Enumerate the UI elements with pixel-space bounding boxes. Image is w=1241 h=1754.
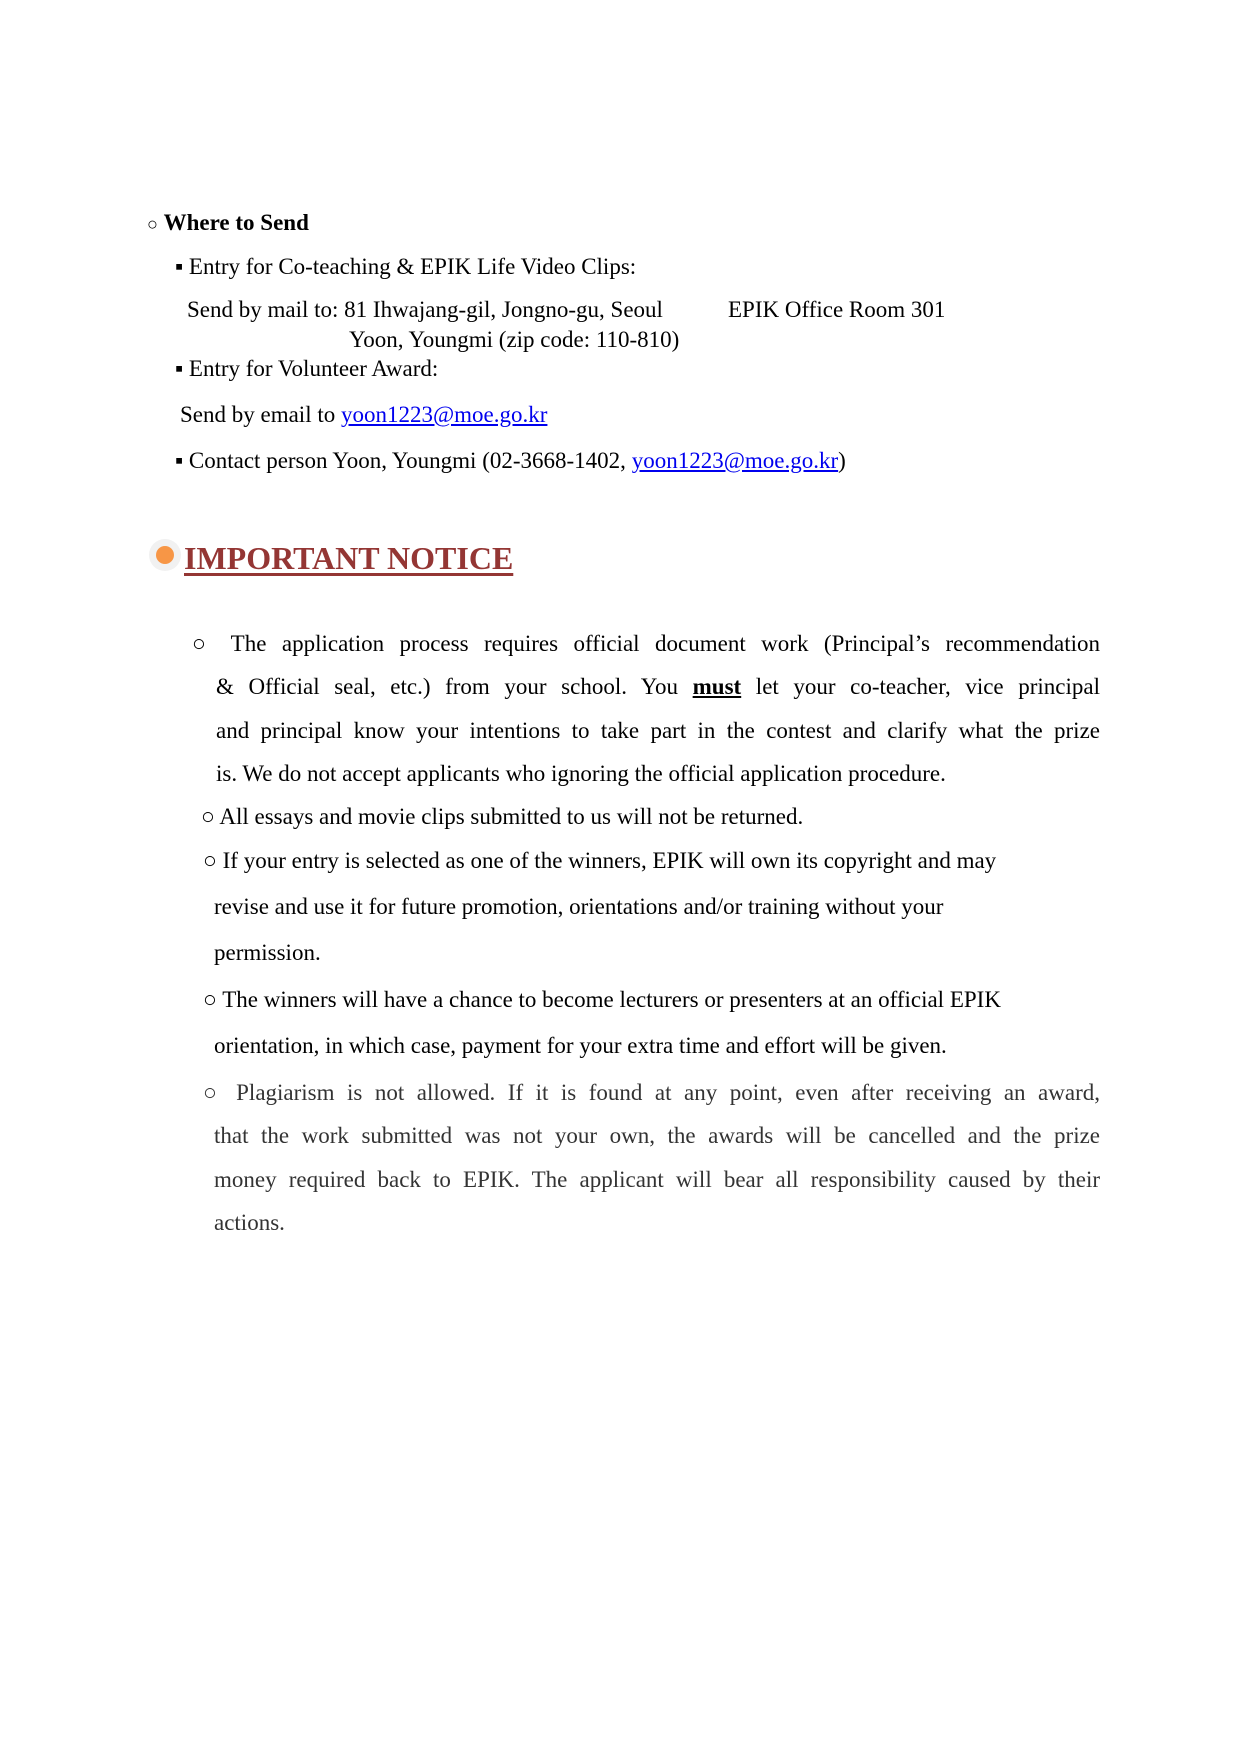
- mail-recipient: Yoon, Youngmi (zip code: 110-810): [349, 327, 680, 352]
- where-to-send-heading: ○ Where to Send: [147, 210, 309, 235]
- important-notice-title: IMPORTANT NOTICE: [184, 540, 514, 576]
- contact-email-link[interactable]: yoon1223@moe.go.kr: [631, 448, 839, 473]
- email-line: Send by email to yoon1223@moe.go.kr: [180, 402, 548, 427]
- notice-paragraph-2: ○ All essays and movie clips submitted to us will not be returned.: [201, 804, 804, 829]
- mail-address: Send by mail to: 81 Ihwajang-gil, Jongno-gu, Seoul: [187, 297, 663, 322]
- entry-video-label: ▪ Entry for Co-teaching & EPIK Life Video Clips:: [175, 254, 637, 279]
- must-emphasis: must: [692, 674, 742, 699]
- entry-volunteer-label: ▪ Entry for Volunteer Award:: [175, 356, 439, 381]
- email-link[interactable]: yoon1223@moe.go.kr: [340, 402, 548, 427]
- contact-line: ▪ Contact person Yoon, Youngmi (02-3668-1402, yoon1223@moe.go.kr): [175, 448, 846, 473]
- mail-office: EPIK Office Room 301: [728, 297, 946, 322]
- orange-dot-icon: [149, 539, 181, 571]
- circle-bullet-icon: ○: [147, 214, 158, 234]
